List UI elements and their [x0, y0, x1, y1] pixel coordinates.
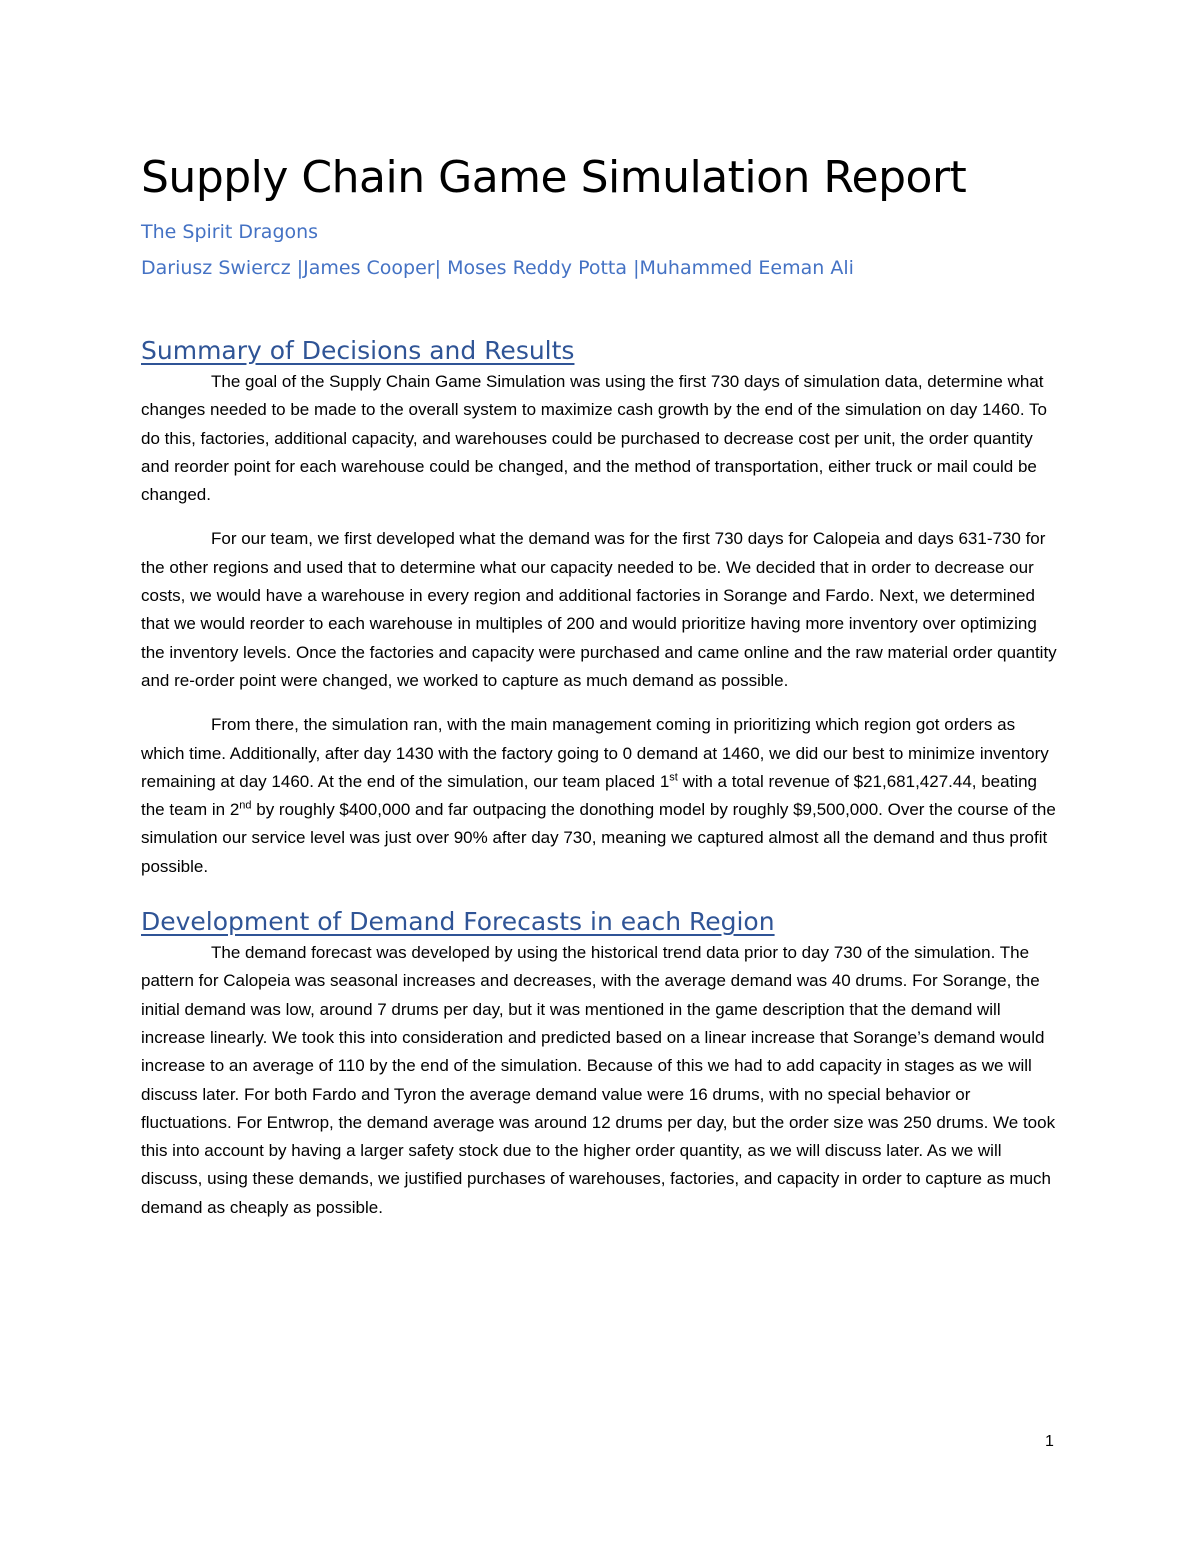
author-name: Muhammed Eeman Ali [639, 257, 854, 279]
document-body [141, 150, 1059, 1222]
paragraph-text: with a total revenue of $21,681,427.44, beating the team in 2 [141, 771, 1038, 820]
paragraph-text: From there, the simulation ran, with the main management coming in prioritizing which region got orders as which time. Additionally, after day 1430 with the factory going to 0 demand at 1460, we did our best to minimize inventory remaining at day 1460. At the end of the simulation, our team placed 1 [141, 715, 1049, 791]
paragraph-demand-forecast: The demand forecast was developed by using the historical trend data prior to day 730 of the simulation. The pattern for Calopeia was seasonal increases and decreases, with the average demand was 40 drums. For Sorange, the initial demand was low, around 7 drums per day, but it was mentioned in the game description that the demand will increase linearly. We took this into consideration and predicted based on a linear increase that Sorange’s demand would increase to an average of 110 by the end of the simulation. Because of this we had to add capacity in stages as we will discuss later. For both Fardo and Tyron the average demand value were 16 drums, with no special behavior or fluctuations. For Entwrop, the demand average was around 12 drums per day, but the order size was 250 drums. We took this into account by having a larger safety stock due to the higher order quantity, as we will discuss later. As we will discuss, using these demands, we justified purchases of warehouses, factories, and capacity in order to capture as much demand as cheaply as possible. [141, 943, 1056, 1217]
author-name: Moses Reddy Potta [447, 257, 634, 279]
author-separator: | [434, 257, 448, 279]
author-list [141, 254, 1059, 282]
document-title: Supply Chain Game Simulation Report [141, 152, 967, 203]
author-separator: | [296, 257, 304, 279]
paragraph-summary-results [141, 711, 1059, 881]
author-separator: | [633, 257, 640, 279]
paragraph-summary-goal: The goal of the Supply Chain Game Simulation was using the first 730 days of simulation data, determine what changes needed to be made to the overall system to maximize cash growth by the end of the simulation on day 1460. To do this, factories, additional capacity, and warehouses could be purchased to decrease cost per unit, the order quantity and reorder point for each warehouse could be changed, and the method of transportation, either truck or mail could be changed. [141, 372, 1047, 505]
section-heading-summary: Summary of Decisions and Results [141, 336, 575, 365]
ordinal-suffix: nd [239, 799, 252, 812]
ordinal-suffix: st [669, 771, 678, 784]
author-name: James Cooper [303, 257, 435, 279]
paragraph-text: by roughly $400,000 and far outpacing the donothing model by roughly $9,500,000. Over the course of the simulation our service level was just over 90% after day 730, meaning we captured almost all the demand and thus profit possible. [141, 800, 1056, 876]
author-name: Dariusz Swiercz [141, 257, 297, 279]
paragraph-summary-decisions: For our team, we first developed what the demand was for the first 730 days for Calopeia and days 631-730 for the other regions and used that to determine what our capacity needed to be. We decided that in order to decrease our costs, we would have a warehouse in every region and additional factories in Sorange and Fardo. Next, we determined that we would reorder to each warehouse in multiples of 200 and would prioritize having more inventory over optimizing the inventory levels. Once the factories and capacity were purchased and came online and the raw material order quantity and re-order point were changed, we worked to capture as much demand as possible. [141, 529, 1057, 690]
team-name: The Spirit Dragons [141, 221, 319, 243]
section-heading-demand-forecasts: Development of Demand Forecasts in each Region [141, 907, 775, 937]
page-number: 1 [1045, 1433, 1054, 1450]
